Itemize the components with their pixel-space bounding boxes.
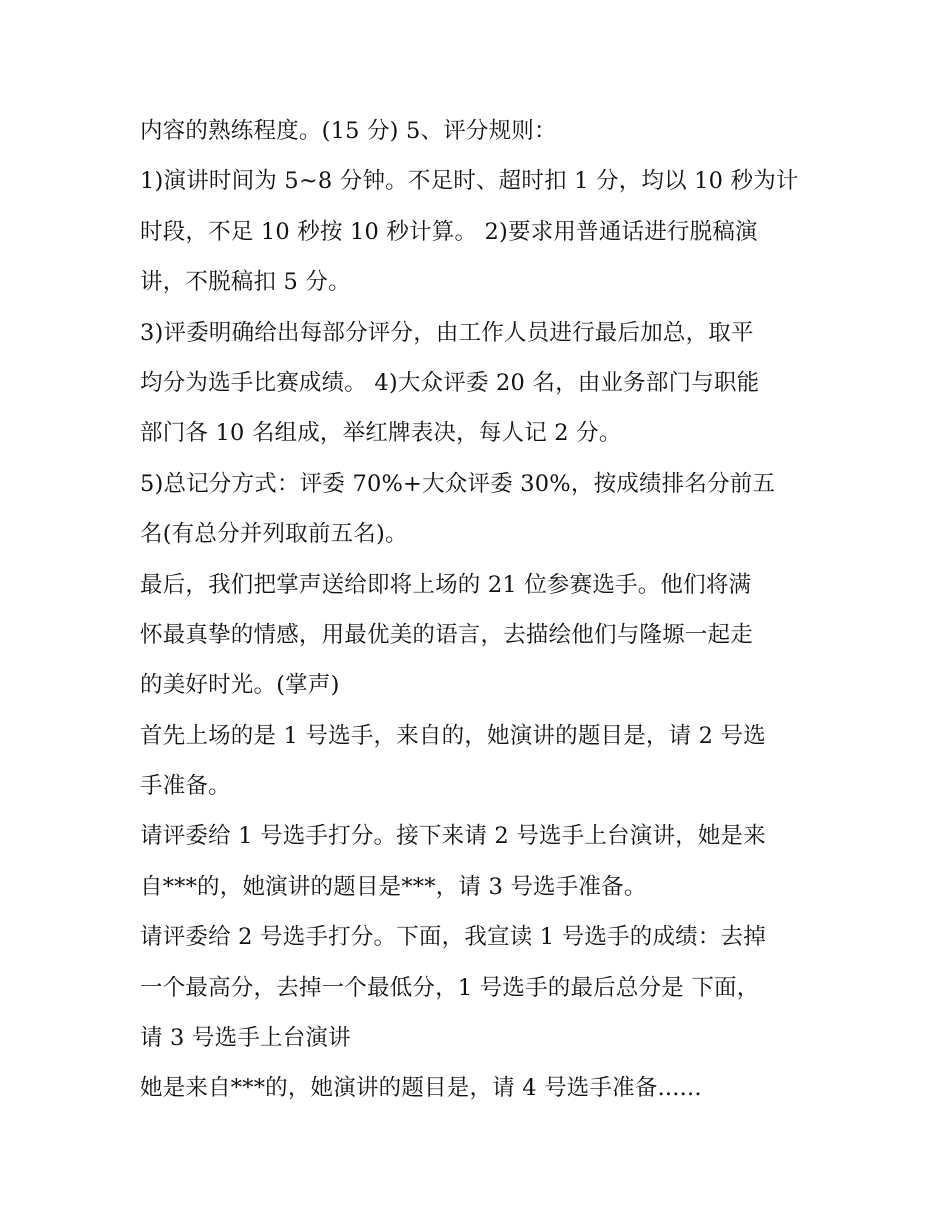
text-line: 她是来自***的，她演讲的题目是，请 4 号选手准备...... xyxy=(140,1075,702,1102)
text-line: 的美好时光。(掌声) xyxy=(140,672,340,699)
document-page xyxy=(140,106,830,1114)
text-line: 内容的熟练程度。(15 分) 5、评分规则： xyxy=(140,118,557,144)
text-line: 自***的，她演讲的题目是***，请 3 号选手准备。 xyxy=(140,873,647,900)
text-line: 一个最高分，去掉一个最低分，1 号选手的最后总分是 下面， xyxy=(140,974,760,1001)
text-line: 1)演讲时间为 5~8 分钟。不足时、超时扣 1 分，均以 10 秒为计 xyxy=(140,168,799,195)
text-line: 请评委给 1 号选手打分。接下来请 2 号选手上台演讲，她是来 xyxy=(140,823,766,850)
text-line: 手准备。 xyxy=(140,773,231,800)
text-line: 请 3 号选手上台演讲 xyxy=(140,1025,351,1052)
text-line: 讲，不脱稿扣 5 分。 xyxy=(140,269,351,296)
text-line: 首先上场的是 1 号选手，来自的，她演讲的题目是，请 2 号选 xyxy=(140,722,766,749)
text-line: 5)总记分方式：评委 70%+大众评委 30%，按成绩排名分前五 xyxy=(140,470,776,497)
text-line: 怀最真挚的情感，用最优美的语言，去描绘他们与隆塬一起走 xyxy=(140,621,753,648)
text-line: 请评委给 2 号选手打分。下面，我宣读 1 号选手的成绩：去掉 xyxy=(140,924,766,951)
text-line: 最后，我们把掌声送给即将上场的 21 位参赛选手。他们将满 xyxy=(140,571,752,598)
text-line: 时段，不足 10 秒按 10 秒计算。 2)要求用普通话进行脱稿演 xyxy=(140,218,758,245)
text-line: 均分为选手比赛成绩。 4)大众评委 20 名，由业务部门与职能 xyxy=(140,369,760,396)
text-line: 3)评委明确给出每部分评分，由工作人员进行最后加总，取平 xyxy=(140,319,754,346)
text-line: 名(有总分并列取前五名)。 xyxy=(140,521,408,548)
text-line: 部门各 10 名组成，举红牌表决，每人记 2 分。 xyxy=(140,420,622,447)
